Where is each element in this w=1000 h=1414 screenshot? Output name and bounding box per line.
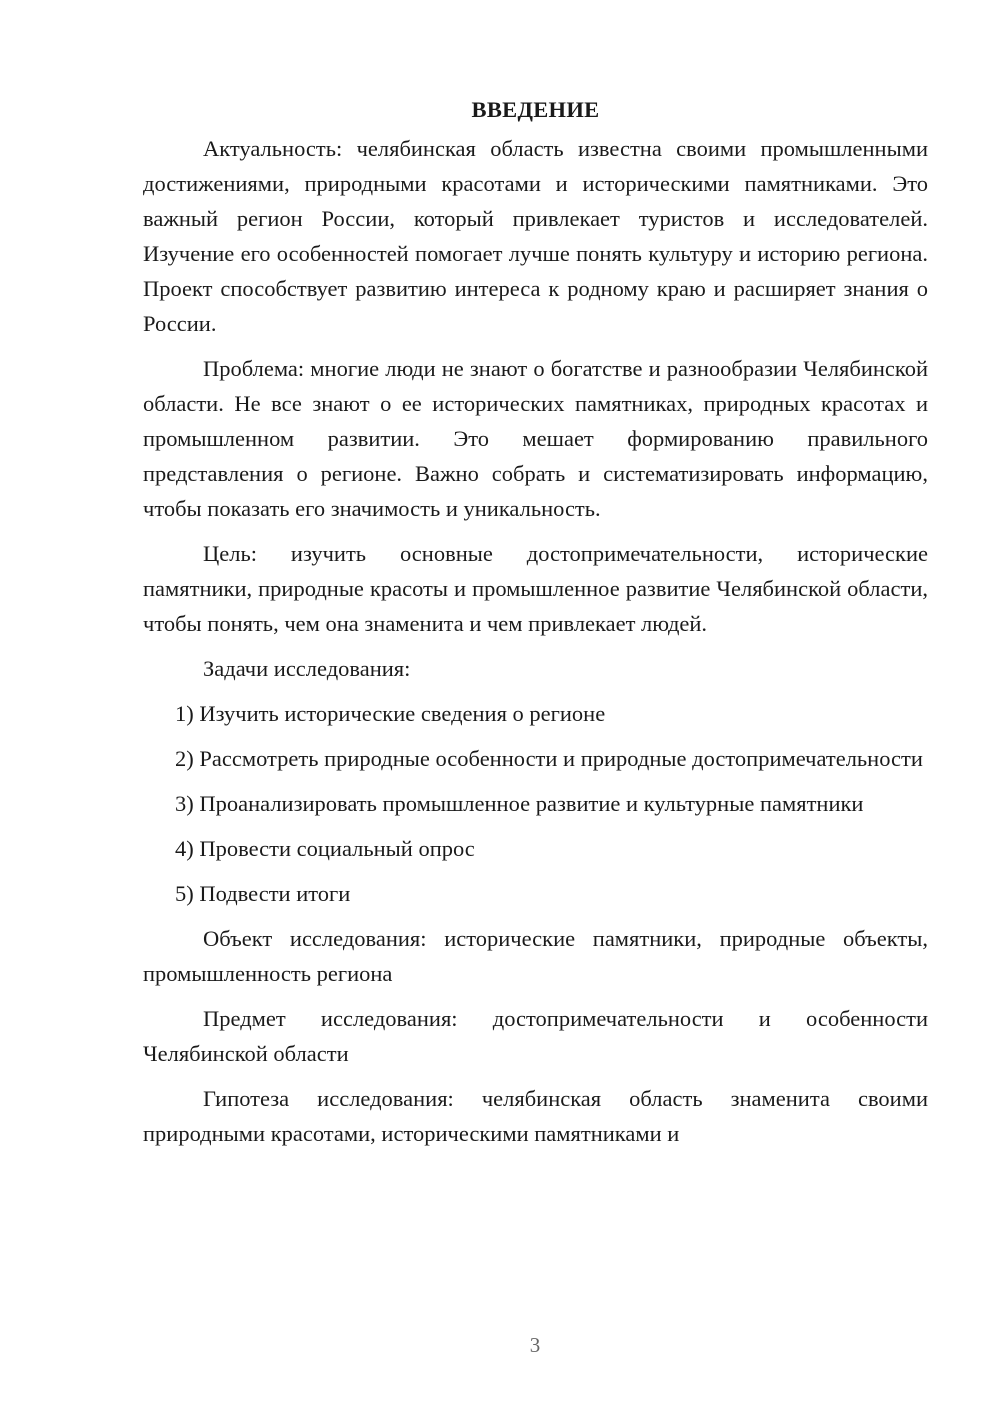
section-title: ВВЕДЕНИЕ [471,97,600,122]
hypothesis-paragraph: Гипотеза исследования: челябинская область знаменита своими природными красотами, историческими памятниками и [143,1086,928,1146]
document-page [143,92,928,1161]
tasks-heading: Задачи исследования: [203,656,411,681]
relevance-paragraph: Актуальность: челябинская область известна своими промышленными достижениями, природными красотами и историческими памятниками. Это важный регион России, который привлекает туристов и исследователей. Изучение его особенностей помогает лучше понять культуру и историю региона. Проект способствует развитию интереса к родному краю и расширяет знания о России. [143,136,928,336]
task-item: 3) Проанализировать промышленное развитие и культурные памятники [175,791,864,816]
subject-paragraph: Предмет исследования: достопримечательности и особенности Челябинской области [143,1006,928,1066]
task-item: 5) Подвести итоги [175,881,351,906]
task-item: 4) Провести социальный опрос [175,836,475,861]
goal-paragraph: Цель: изучить основные достопримечательности, исторические памятники, природные красоты и промышленное развитие Челябинской области, чтобы понять, чем она знаменита и чем привлекает людей. [143,541,928,636]
task-item: 1) Изучить исторические сведения о регионе [175,701,606,726]
problem-paragraph: Проблема: многие люди не знают о богатстве и разнообразии Челябинской области. Не все знают о ее исторических памятниках, природных красотах и промышленном развитии. Это мешает формированию правильного представления о регионе. Важно собрать и систематизировать информацию, чтобы показать его значимость и уникальность. [143,356,928,521]
task-item: 2) Рассмотреть природные особенности и природные достопримечательности [175,746,923,771]
page-number: 3 [529,1333,541,1357]
object-paragraph: Объект исследования: исторические памятники, природные объекты, промышленность региона [143,926,928,986]
